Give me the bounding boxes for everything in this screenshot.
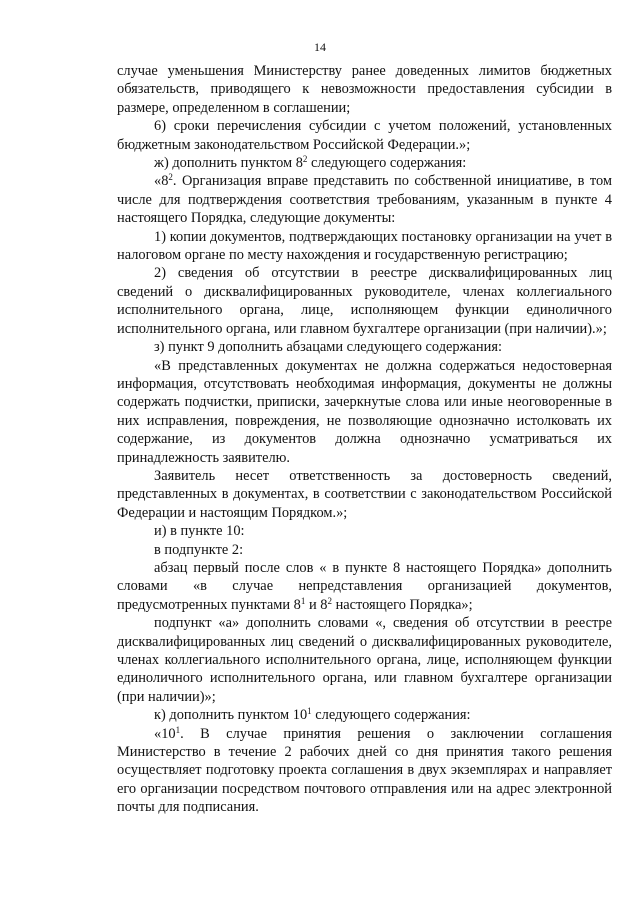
paragraph: Заявитель несет ответственность за достоверность сведений, представленных в документах, в соответствии с законодательством Российской Федерации и настоящим Порядком.»; <box>117 467 612 521</box>
paragraph: случае уменьшения Министерству ранее доведенных лимитов бюджетных обязательств, приводящего к невозможности предоставления субсидии в размере, определенном в соглашении; <box>117 63 612 116</box>
paragraph: ж) дополнить пунктом $8^2$ следующего содержания: <box>154 154 467 172</box>
superscript: 1 <box>307 706 312 717</box>
document-body <box>117 62 612 817</box>
superscript: 2 <box>168 172 173 183</box>
superscript: 2 <box>327 595 332 606</box>
paragraph: «В представленных документах не должна содержаться недостоверная информация, отсутствовать необходимая информация, документы не должны содержать подчистки, приписки, зачеркнутые слова или иные неоговоренные в них исправления, повреждения, не позволяющие однозначно истолковать их содержание, из документов должна однозначно усматриваться их принадлежность заявителю. <box>117 357 612 466</box>
paragraph: абзац первый после слов « в пункте 8 настоящего Порядка» дополнить словами «в случае непредставления организацией документов, предусмотренных пунктами $8^1$ и $8^2$ настоящего Порядка»; <box>117 559 612 613</box>
paragraph: з) пункт 9 дополнить абзацами следующего содержания: <box>154 339 502 356</box>
paragraph: и) в пункте 10: <box>154 523 245 540</box>
paragraph: подпункт «а» дополнить словами «, сведения об отсутствии в реестре дисквалифицированных лиц сведений о дисквалифицированных руководителе, членах коллегиального исполнительного органа, лице, исполняющем функции единоличного исполнительного органа, или главном бухгалтере организации (при наличии)»; <box>117 615 612 705</box>
paragraph: 6) сроки перечисления субсидии с учетом положений, установленных бюджетным законодательством Российской Федерации.»; <box>117 118 612 153</box>
paragraph: «$8^2$. Организация вправе представить по собственной инициативе, в том числе для подтверждения соответствия требованиям, указанным в пункте 4 настоящего Порядка, следующие документы: <box>117 172 612 227</box>
paragraph: 2) сведения об отсутствии в реестре дисквалифицированных лиц сведений о дисквалифицированных руководителе, членах коллегиального исполнительного органа, лице, исполняющем функции единоличного исполнительного органа, или главном бухгалтере организации (при наличии).»; <box>117 265 612 337</box>
page-number: 14 <box>314 40 326 54</box>
paragraph: к) дополнить пунктом $10^1$ следующего содержания: <box>154 706 471 724</box>
superscript: 1 <box>175 724 181 735</box>
superscript: 1 <box>300 595 306 606</box>
paragraph: 1) копии документов, подтверждающих постановку организации на учет в налоговом органе по месту нахождения и государственную регистрацию; <box>117 228 612 264</box>
superscript: 2 <box>302 154 308 165</box>
paragraph: «$10^1$. В случае принятия решения о заключении соглашения Министерство в течение 2 рабочих дней со дня принятия такого решения осуществляет подготовку проекта соглашения в двух экземплярах и направляет его организации посредством почтового отправления или на адрес электронной почты для подписания. <box>117 724 612 816</box>
paragraph: в подпункте 2: <box>154 541 244 558</box>
